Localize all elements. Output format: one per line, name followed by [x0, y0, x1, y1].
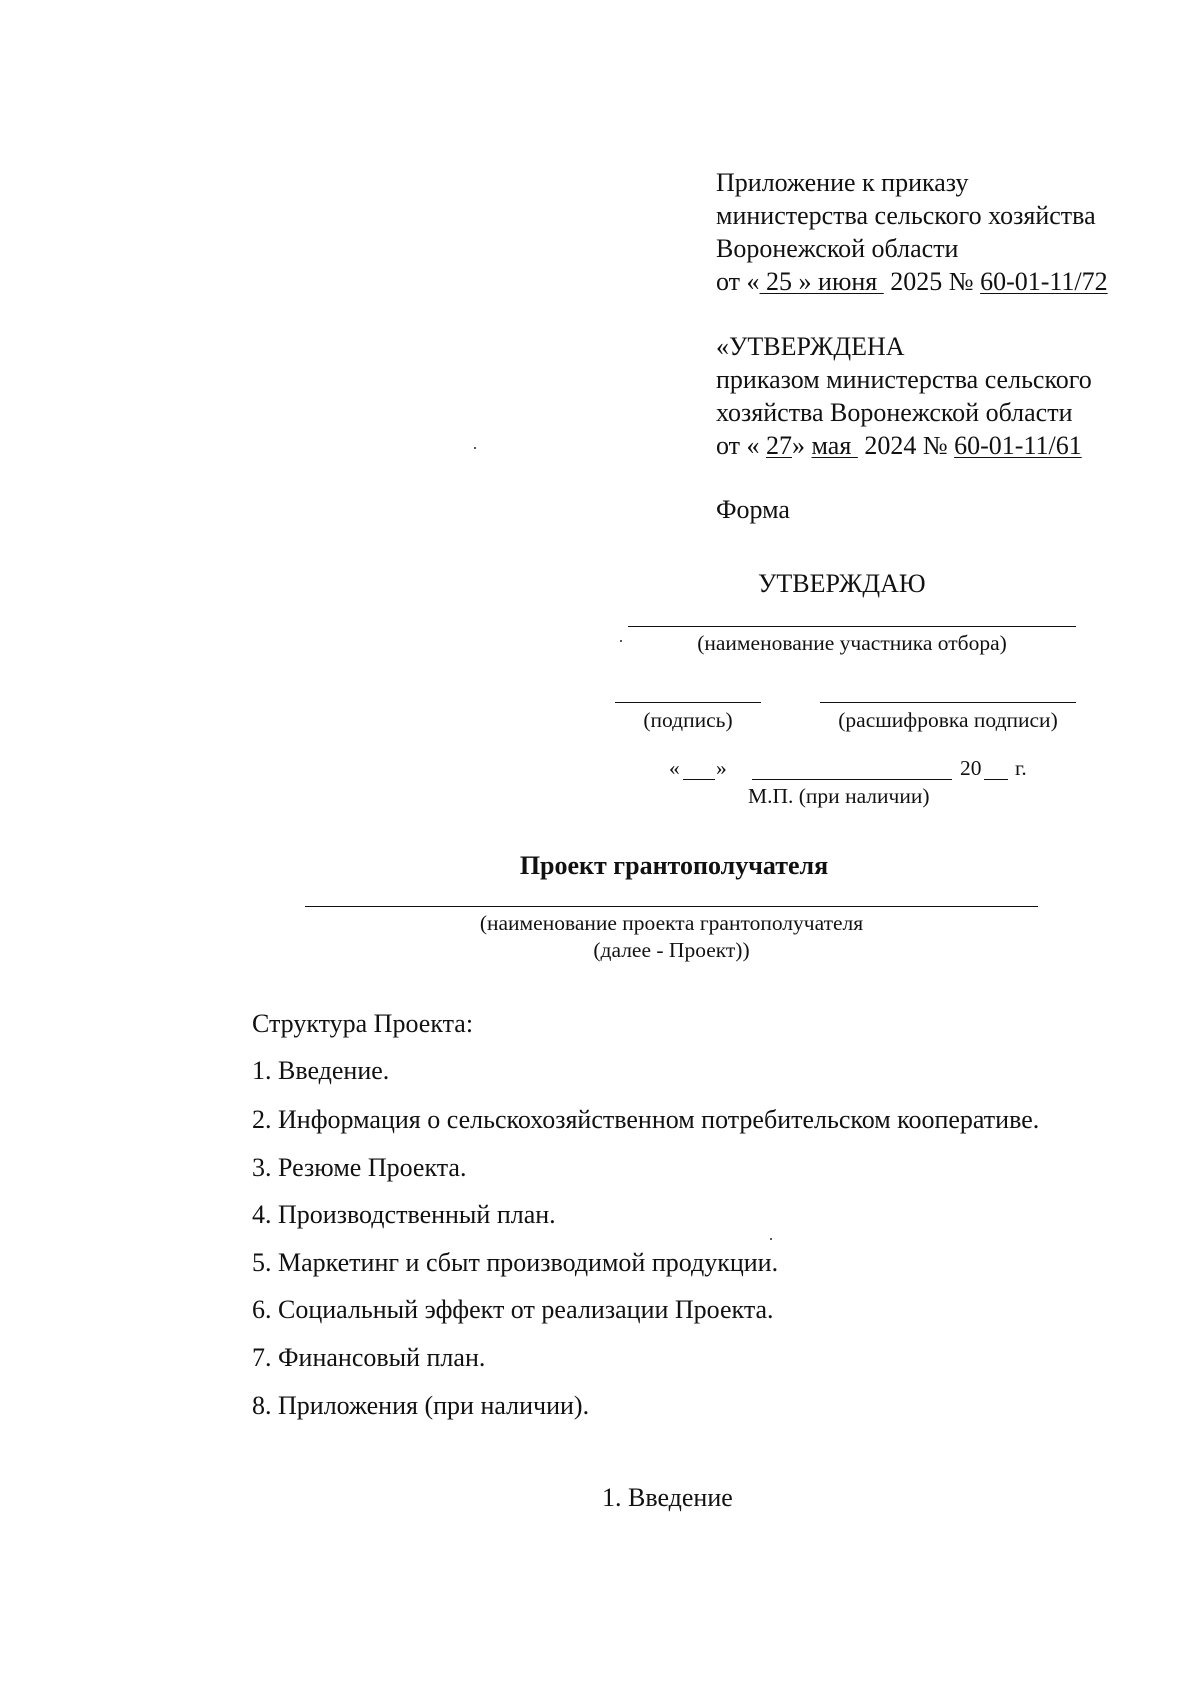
project-name-caption-2: (далее - Проект)): [593, 938, 750, 962]
structure-item-1: 1. Введение.: [252, 1056, 390, 1085]
structure-item-5: 5. Маркетинг и сбыт производимой продукции.: [252, 1248, 779, 1277]
approved-date-prefix: от «: [716, 431, 767, 460]
approval-date-close: »: [716, 756, 727, 780]
approval-year-blank: [984, 779, 1008, 780]
appendix-date-prefix: от «: [716, 267, 760, 296]
approved-order-number: 60-01-11/61: [954, 431, 1082, 460]
approved-line-3: хозяйства Воронежской области: [716, 398, 1073, 427]
signature-line: [615, 702, 761, 703]
scan-speck: [474, 447, 476, 449]
appendix-line-2: министерства сельского хозяйства: [716, 201, 1096, 230]
approval-date-open: «: [669, 756, 680, 780]
scan-speck: [620, 640, 622, 642]
form-label: Форма: [716, 495, 790, 524]
approved-line-2: приказом министерства сельского: [716, 365, 1092, 394]
participant-caption: (наименование участника отбора): [697, 631, 1007, 655]
structure-item-3: 3. Резюме Проекта.: [252, 1153, 467, 1182]
signature-caption: (подпись): [643, 708, 733, 732]
appendix-order-number: 60-01-11/72: [980, 267, 1108, 296]
approval-heading: УТВЕРЖДАЮ: [758, 569, 926, 598]
signature-decoding-line: [820, 702, 1076, 703]
approved-date-year: 2024 №: [857, 431, 955, 460]
appendix-date-day: 25 » июня: [759, 267, 884, 296]
approved-date-day: 27: [766, 431, 793, 460]
structure-item-7: 7. Финансовый план.: [252, 1343, 486, 1372]
structure-heading: Структура Проекта:: [252, 1009, 474, 1038]
project-name-line: [305, 906, 1038, 907]
project-name-caption-1: (наименование проекта грантополучателя: [479, 911, 864, 935]
structure-item-2: 2. Информация о сельскохозяйственном потребительском кооперативе.: [252, 1105, 1040, 1134]
appendix-line-3: Воронежской области: [716, 234, 959, 263]
structure-item-6: 6. Социальный эффект от реализации Проекта.: [252, 1295, 774, 1324]
structure-item-4: 4. Производственный план.: [252, 1200, 556, 1229]
approval-day-blank: [683, 779, 715, 780]
approval-year-prefix: 20: [960, 756, 982, 780]
signature-decoding-caption: (расшифровка подписи): [838, 708, 1058, 732]
appendix-date-year: 2025 №: [883, 267, 981, 296]
appendix-line-1: Приложение к приказу: [716, 168, 969, 197]
approved-date-month: мая: [811, 431, 858, 460]
participant-name-line: [628, 626, 1076, 627]
section-heading-introduction: 1. Введение: [602, 1483, 733, 1512]
structure-item-8: 8. Приложения (при наличии).: [252, 1391, 590, 1420]
project-title: Проект грантополучателя: [519, 851, 829, 880]
approved-date-line: [716, 430, 1082, 461]
stamp-caption: М.П. (при наличии): [748, 784, 930, 808]
approved-date-close: »: [792, 431, 812, 460]
approval-month-blank: [752, 779, 952, 780]
approval-year-suffix: г.: [1015, 756, 1027, 780]
approved-line-1: «УТВЕРЖДЕНА: [716, 332, 905, 361]
appendix-date-line: [716, 266, 1108, 297]
scan-speck: [770, 1238, 772, 1240]
